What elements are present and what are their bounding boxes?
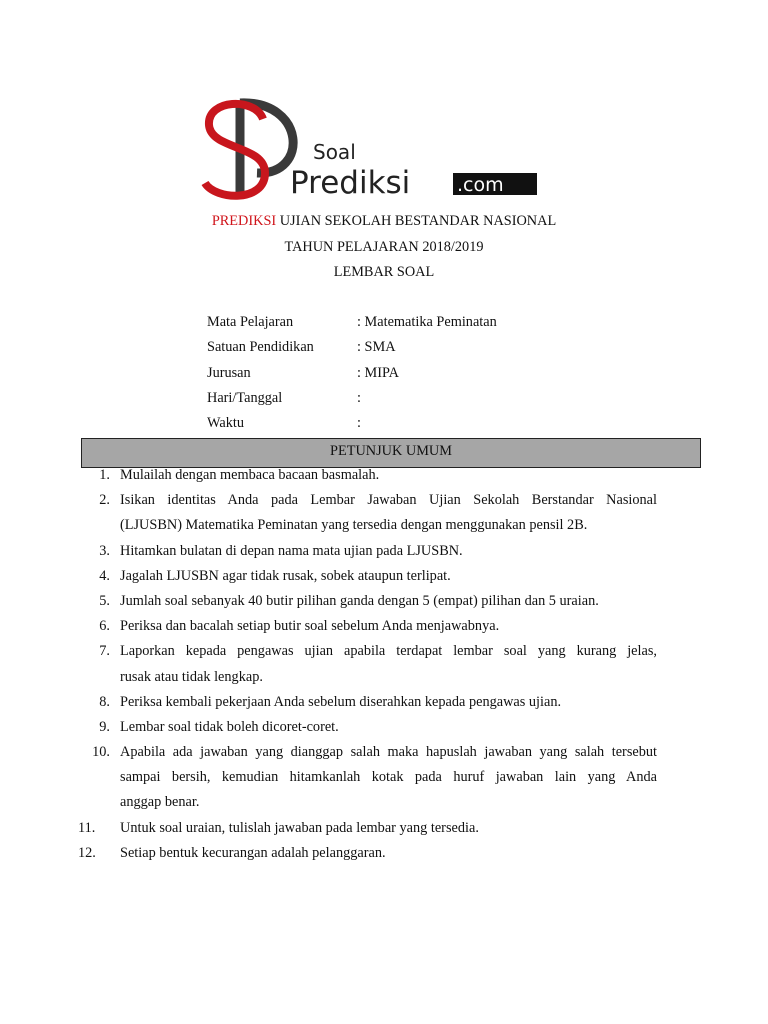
logo-domain: .com (457, 174, 504, 196)
list-item-text: Jumlah soal sebanyak 40 butir pilihan ganda dengan 5 (empat) pilihan dan 5 uraian. (120, 592, 599, 609)
list-item-line (0, 513, 768, 538)
list-item-line (0, 564, 768, 589)
title-prediksi: PREDIKSI (211, 213, 277, 229)
list-item-line (0, 539, 768, 564)
list-item-line (0, 463, 768, 488)
sheet-title: LEMBAR SOAL (333, 264, 435, 280)
list-item-text: (LJUSBN) Matematika Peminatan yang tersedia dengan menggunakan pensil 2B. (120, 517, 588, 534)
info-value: : (357, 415, 361, 431)
list-item-text: Laporkan kepada pengawas ujian apabila terdapat lembar soal yang kurang jelas, (120, 643, 657, 660)
list-item-text: sampai bersih, kemudian hitamkanlah kotak pada huruf jawaban lain yang Anda (120, 769, 657, 786)
list-item-number: 6. (99, 618, 110, 635)
list-item-line (0, 790, 768, 815)
list-item-text: rusak atau tidak lengkap. (120, 668, 263, 685)
logo-word-soal: Soal (313, 140, 356, 164)
list-item-text: Isikan identitas Anda pada Lembar Jawaban Ujian Sekolah Berstandar Nasional (120, 492, 657, 509)
academic-year: TAHUN PELAJARAN 2018/2019 (284, 239, 484, 255)
list-item-line (0, 816, 768, 841)
list-item-number: 9. (99, 718, 110, 735)
list-item-text: Untuk soal uraian, tulislah jawaban pada lembar yang tersedia. (120, 819, 479, 836)
list-item-line (0, 488, 768, 513)
list-item-text: Apabila ada jawaban yang dianggap salah maka hapuslah jawaban yang salah tersebut (120, 744, 657, 761)
list-item-line (0, 715, 768, 740)
list-item-line (0, 765, 768, 790)
info-label: Jurusan (207, 365, 251, 381)
info-label: Hari/Tanggal (207, 390, 283, 406)
list-item-text: Periksa dan bacalah setiap butir soal sebelum Anda menjawabnya. (120, 618, 500, 635)
list-item-number: 1. (99, 467, 110, 483)
instructions-heading: PETUNJUK UMUM (81, 438, 701, 468)
list-item-text: Jagalah LJUSBN agar tidak rusak, sobek ataupun terlipat. (120, 567, 451, 584)
list-item-line (0, 639, 768, 664)
list-item-number: 4. (99, 567, 110, 584)
list-item-line (0, 690, 768, 715)
instructions-list (0, 463, 768, 866)
list-item-text: Setiap bentuk kecurangan adalah pelanggaran. (120, 844, 386, 861)
list-item-number: 12. (78, 844, 96, 861)
list-item-number: 7. (99, 643, 110, 660)
soalprediksi-logo (195, 95, 545, 205)
list-item-number: 8. (99, 693, 110, 710)
list-item-line (0, 665, 768, 690)
info-value: : MIPA (357, 365, 399, 381)
list-item-number: 10. (92, 744, 110, 761)
list-item-line (0, 740, 768, 765)
exam-title (0, 213, 768, 230)
info-value: : SMA (357, 339, 396, 355)
logo-word-prediksi: Prediksi (290, 165, 411, 201)
list-item-text: Lembar soal tidak boleh dicoret-coret. (120, 718, 339, 735)
list-item-text: Mulailah dengan membaca bacaan basmalah. (120, 467, 380, 483)
info-value: : Matematika Peminatan (357, 314, 497, 330)
list-item-number: 3. (99, 542, 110, 559)
info-label: Mata Pelajaran (207, 314, 294, 330)
list-item-line (0, 841, 768, 866)
info-label: Satuan Pendidikan (207, 339, 314, 355)
list-item-text: Hitamkan bulatan di depan nama mata ujian pada LJUSBN. (120, 542, 463, 559)
list-item-number: 2. (99, 492, 110, 509)
list-item-line (0, 589, 768, 614)
title-rest: UJIAN SEKOLAH BESTANDAR NASIONAL (279, 213, 557, 229)
list-item-text: anggap benar. (120, 794, 200, 811)
info-value: : (357, 390, 361, 406)
info-label: Waktu (207, 415, 244, 431)
list-item-text: Periksa kembali pekerjaan Anda sebelum diserahkan kepada pengawas ujian. (120, 693, 562, 710)
list-item-line (0, 614, 768, 639)
list-item-number: 11. (78, 819, 96, 836)
list-item-number: 5. (99, 592, 110, 609)
